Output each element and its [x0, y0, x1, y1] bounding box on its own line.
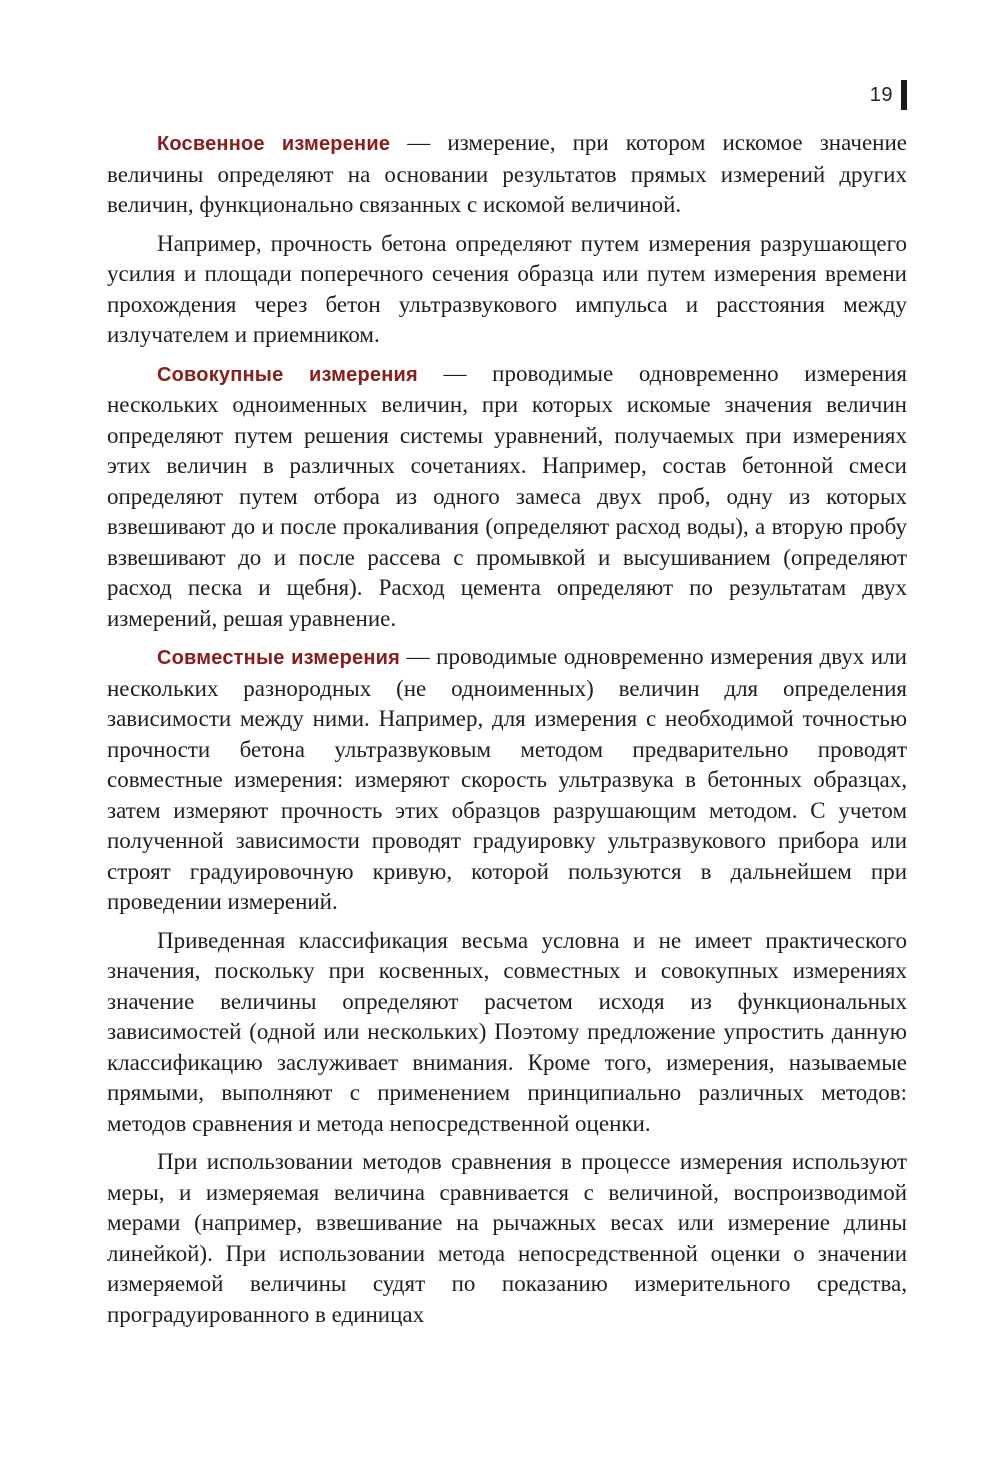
page-number: 19: [869, 83, 893, 106]
page-number-block: [870, 80, 907, 110]
paragraph-text: Например, прочность бетона определяют путем измерения разрушающего усилия и площади поперечного сечения образца или путем измерения времени прохождения через бетон ультразвукового импульса и расстояния между излучателем и приемником.: [107, 230, 907, 347]
paragraph-text: Приведенная классификация весьма условна и не имеет практического значения, поскольку при косвенных, совместных и совокупных измерениях значение величины определяют расчетом исходя из функциональных зависимостей (одной или нескольких) Поэтому предложение упростить данную классификацию заслуживает внимания. Кроме того, измерения, называемые прямыми, выполняют с применением принципиально различных методов: методов сравнения и метода непосредственной оценки.: [107, 927, 907, 1136]
paragraph-joint-measurements: [107, 642, 907, 918]
paragraph-indirect-example: [107, 229, 907, 351]
paragraph-comparison-methods: [107, 1147, 907, 1330]
paragraph-aggregate-measurements: [107, 359, 907, 635]
paragraph-indirect-measurement: [107, 128, 907, 221]
paragraph-text: — измерение, при котором искомое значение величины определяют на основании результатов прямых измерений других величин, функционально связанных с искомой величиной.: [107, 130, 907, 217]
page-number-bar: [901, 80, 907, 110]
term-aggregate-measurements: Совокупные измерения: [157, 363, 418, 386]
paragraph-text: — проводимые одновременно измерения двух или нескольких разнородных (не одноименных) величин для определения зависимости между ними. Например, для измерения с необходимой точностью прочности бетона ультразвуковым методом предварительно проводят совместные измерения: измеряют скорость ультразвука в бетонных образцах, затем измеряют прочность этих образцов разрушающим методом. С учетом полученной зависимости проводят градуировку ультразвукового прибора или строят градуировочную кривую, которой пользуются в дальнейшем при проведении измерений.: [107, 644, 907, 914]
body-text: [107, 128, 907, 1338]
term-joint-measurements: Совместные измерения: [157, 647, 400, 669]
paragraph-classification: [107, 926, 907, 1140]
term-indirect-measurement: Косвенное измерение: [157, 133, 391, 155]
paragraph-text: При использовании методов сравнения в процессе измерения используют меры, и измеряемая величина сравнивается с величиной, воспроизводимой мерами (например, взвешивание на рычажных весах или измерение длины линейкой). При использовании метода непосредственной оценки о значении измеряемой величины судят по показанию измерительного средства, проградуированного в единицах: [107, 1149, 907, 1327]
paragraph-text: — проводимые одновременно измерения нескольких одноименных величин, при которых искомые значения величин определяют путем решения системы уравнений, получаемых при измерениях этих величин в различных сочетаниях. Например, состав бетонной смеси определяют путем отбора из одного замеса двух проб, одну из которых взвешивают до и после прокаливания (определяют расход воды), а вторую пробу взвешивают до и после рассева с промывкой и высушиванием (определяют расход песка и щебня). Расход цемента определяют по результатам двух измерений, решая уравнение.: [107, 360, 907, 631]
